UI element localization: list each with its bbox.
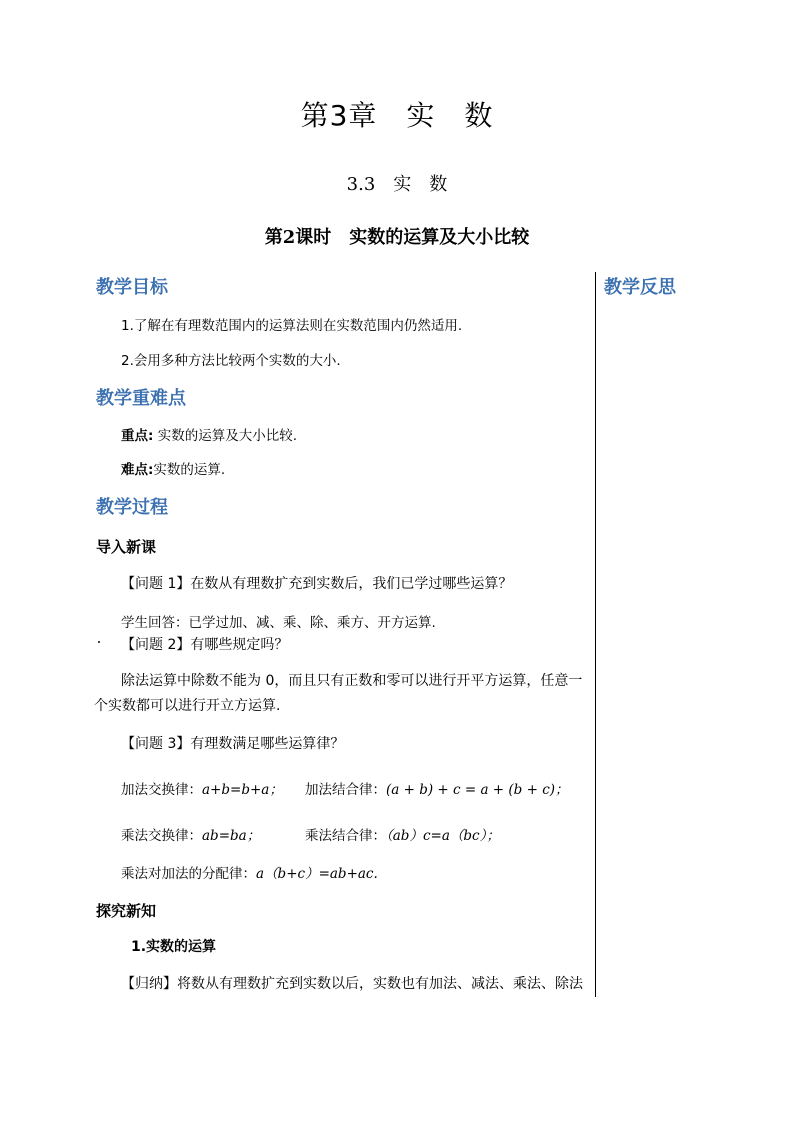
explore-subheading: 1.实数的运算 bbox=[131, 939, 217, 955]
key-point-text: 实数的运算及大小比较. bbox=[157, 428, 297, 444]
answer-2-line-2: 个实数都可以进行开立方运算. bbox=[94, 698, 281, 714]
column-divider bbox=[595, 272, 596, 997]
distrib-label: 乘法对加法的分配律： bbox=[121, 866, 256, 882]
goals-heading: 教学目标 bbox=[96, 277, 168, 298]
mul-comm-law bbox=[121, 824, 260, 844]
intro-heading: 导入新课 bbox=[96, 538, 157, 556]
lesson-title: 第2课时 实数的运算及大小比较 bbox=[264, 227, 530, 248]
process-heading: 教学过程 bbox=[96, 497, 168, 518]
add-comm-formula: a+b=b+a； bbox=[202, 782, 283, 798]
mul-assoc-formula: （ab）c=a（bc）； bbox=[386, 828, 500, 844]
bullet-dot bbox=[98, 641, 100, 643]
key-point-label: 重点: bbox=[121, 428, 154, 444]
key-points-heading: 教学重难点 bbox=[96, 388, 186, 409]
add-assoc-label: 加法结合律： bbox=[305, 782, 386, 798]
reflection-heading: 教学反思 bbox=[604, 277, 676, 298]
goal-item-1: 1.了解在有理数范围内的运算法则在实数范围内仍然适用. bbox=[121, 318, 463, 334]
mul-assoc-law bbox=[305, 824, 500, 844]
distributive-law bbox=[121, 862, 378, 882]
mul-comm-formula: ab=ba； bbox=[202, 828, 261, 844]
difficulty-text: 实数的运算. bbox=[153, 462, 226, 478]
goal-item-2: 2.会用多种方法比较两个实数的大小. bbox=[121, 353, 341, 369]
chapter-title: 第3章 实 数 bbox=[300, 99, 494, 132]
add-comm-label: 加法交换律： bbox=[121, 782, 202, 798]
add-assoc-law bbox=[305, 778, 569, 798]
distrib-formula: a（b+c）=ab+ac. bbox=[256, 866, 378, 882]
question-1: 【问题 1】在数从有理数扩充到实数后，我们已学过哪些运算？ bbox=[121, 576, 513, 592]
add-comm-law bbox=[121, 778, 283, 798]
section-title: 3.3 实 数 bbox=[346, 174, 448, 195]
question-2: 【问题 2】有哪些规定吗？ bbox=[121, 637, 289, 653]
question-3: 【问题 3】有理数满足哪些运算律？ bbox=[121, 736, 345, 752]
answer-1: 学生回答：已学过加、减、乘、除、乘方、开方运算. bbox=[121, 615, 436, 631]
difficulty-line bbox=[121, 458, 225, 478]
mul-assoc-label: 乘法结合律： bbox=[305, 828, 386, 844]
mul-comm-label: 乘法交换律： bbox=[121, 828, 202, 844]
key-point-line bbox=[121, 424, 297, 444]
summary-text: 【归纳】将数从有理数扩充到实数以后，实数也有加法、减法、乘法、除法 bbox=[121, 976, 583, 992]
explore-heading: 探究新知 bbox=[96, 902, 157, 920]
add-assoc-formula: (a + b) + c = a + (b + c)； bbox=[386, 782, 569, 798]
difficulty-label: 难点: bbox=[121, 462, 154, 478]
answer-2-line-1: 除法运算中除数不能为 0，而且只有正数和零可以进行开平方运算，任意一 bbox=[121, 673, 583, 689]
